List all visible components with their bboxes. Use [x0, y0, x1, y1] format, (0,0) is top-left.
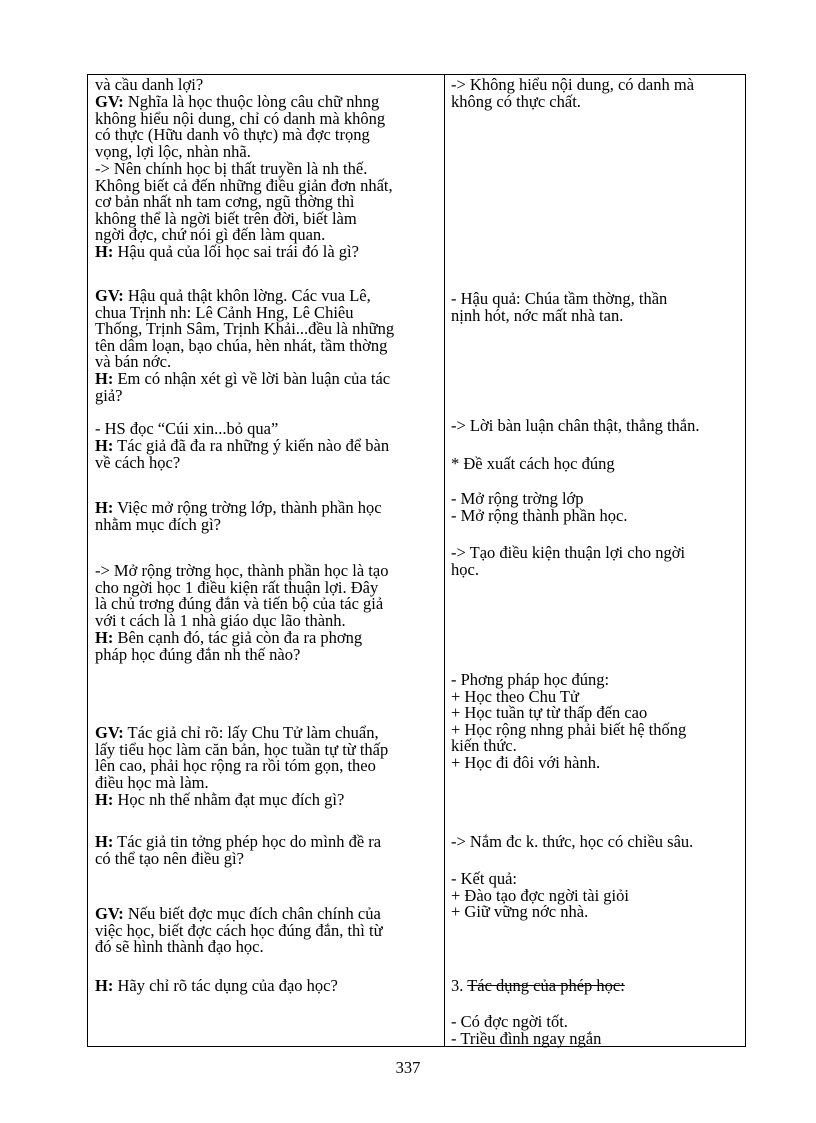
left-block-15 — [95, 906, 437, 956]
text-line: vọng, lợi lộc, nhàn nhã. — [95, 141, 251, 161]
text-line: -> Lời bàn luận chân thật, thẳng thắn. — [451, 416, 700, 435]
text-line: H: Việc mở rộng trờng lớp, thành phần học — [95, 498, 382, 517]
text-line: không có thực chất. — [451, 91, 581, 111]
left-block-6 — [95, 371, 437, 404]
speaker-label: H: — [95, 832, 114, 851]
text-line: ngời đợc, chứ nói gì đến làm quan. — [95, 225, 326, 245]
text-line: + Học rộng nhng phải biết hệ thống — [451, 719, 687, 739]
text-line: + Học theo Chu Tử — [451, 686, 579, 706]
right-block-11 — [451, 1014, 740, 1047]
text-line: chua Trịnh nh: Lê Cảnh Hng, Lê Chiêu — [95, 302, 354, 322]
text-line: H: Bên cạnh đó, tác giả còn đa ra phơng — [95, 628, 363, 647]
text-line: -> Nắm đc k. thức, học có chiều sâu. — [451, 832, 694, 851]
text-line: không hiểu nội dung, chỉ có danh mà không — [95, 108, 386, 128]
text-line: GV: Nếu biết đợc mục đích chân chính của — [95, 904, 381, 923]
text-line: + Học tuần tự từ thấp đến cao — [451, 703, 648, 723]
right-block-1 — [451, 77, 740, 110]
left-block-3 — [95, 161, 437, 244]
text-line: tên dâm loạn, bạo chúa, hèn nhát, tầm thờng — [95, 335, 388, 355]
text-line: có thể tạo nên điều gì? — [95, 848, 244, 868]
text-line: và cầu danh lợi? — [95, 75, 204, 94]
speaker-label: H: — [95, 790, 114, 809]
text-line: H: Học nh thế nhằm đạt mục đích gì? — [95, 790, 345, 809]
text-line: GV: Nghĩa là học thuộc lòng câu chữ nhng — [95, 92, 380, 111]
text-line: cho ngời học 1 điều kiện rất thuận lợi. Đây — [95, 577, 379, 597]
text-line: * Đề xuất cách học đúng — [451, 454, 615, 473]
text-line: là chủ trơng đúng đắn và tiến bộ của tác giả — [95, 594, 384, 614]
text-line: H: Tác giả đã đa ra những ý kiến nào để bàn — [95, 436, 390, 455]
text-line: -> Không hiểu nội dung, có danh mà — [451, 75, 695, 94]
left-block-13 — [95, 792, 437, 809]
speaker-label: H: — [95, 369, 114, 388]
speaker-label: GV: — [95, 723, 124, 742]
right-block-7 — [451, 672, 740, 772]
text-line: GV: Tác giả chỉ rõ: lấy Chu Tử làm chuẩn, — [95, 723, 379, 742]
left-block-12 — [95, 725, 437, 791]
text-line: nhằm mục đích gì? — [95, 514, 222, 534]
text-line: - Hậu quả: Chúa tầm thờng, thần — [451, 289, 668, 308]
left-block-2 — [95, 94, 437, 160]
text-line: có thực (Hữu danh vô thực) mà đợc trọng — [95, 125, 370, 145]
text-line: và bán nớc. — [95, 352, 172, 372]
text-line: Không biết cả đến những điều giản đơn nhất, — [95, 175, 393, 195]
speaker-label: GV: — [95, 286, 124, 305]
text-line: Thống, Trịnh Sâm, Trịnh Khải...đều là những — [95, 319, 395, 339]
text-line: - Triều đình ngay ngắn — [451, 1028, 602, 1048]
right-block-9 — [451, 871, 740, 921]
right-block-10 — [451, 978, 740, 995]
text-line: điều học mà làm. — [95, 772, 209, 792]
text-line: - Phơng pháp học đúng: — [451, 670, 610, 689]
text-line: - HS đọc “Cúi xin...bỏ qua” — [95, 419, 279, 438]
text-line: -> Mở rộng trờng học, thành phần học là tạo — [95, 561, 389, 580]
speaker-label: H: — [95, 436, 114, 455]
text-line: - Mở rộng thành phần học. — [451, 505, 628, 525]
speaker-label: H: — [95, 242, 114, 261]
text-line: không thể là ngời biết trên đời, biết làm — [95, 208, 357, 228]
text-line: về cách học? — [95, 452, 181, 472]
text-line: nịnh hót, nớc mất nhà tan. — [451, 305, 624, 325]
left-block-16 — [95, 978, 437, 995]
text-line: + Đào tạo đợc ngời tài giỏi — [451, 885, 629, 905]
text-line: cơ bản nhất nh tam cơng, ngũ thờng thì — [95, 192, 355, 212]
page-number: 337 — [395, 1058, 421, 1077]
left-block-14 — [95, 834, 437, 867]
column-divider — [444, 75, 445, 1046]
text-line: đó sẽ hình thành đạo học. — [95, 937, 264, 957]
text-line: - Mở rộng trờng lớp — [451, 489, 584, 508]
text-line: lên cao, phải học rộng ra rồi tóm gọn, theo — [95, 756, 376, 776]
speaker-label: H: — [95, 498, 114, 517]
right-block-3 — [451, 418, 740, 435]
right-block-6 — [451, 545, 740, 578]
right-block-8 — [451, 834, 740, 851]
text-line: H: Hậu quả của lối học sai trái đó là gì? — [95, 242, 359, 261]
text-line: lấy tiểu học làm căn bản, học tuần tự từ thấp — [95, 739, 389, 759]
text-line: học. — [451, 559, 479, 579]
text-line: + Giữ vững nớc nhà. — [451, 902, 589, 922]
speaker-label: GV: — [95, 904, 124, 923]
text-line: -> Tạo điều kiện thuận lợi cho ngời — [451, 543, 686, 562]
right-block-4 — [451, 456, 740, 473]
text-line: với t cách là 1 nhà giáo dục lão thành. — [95, 610, 346, 630]
text-line: - Có đợc ngời tốt. — [451, 1012, 568, 1031]
text-line: - Kết quả: — [451, 869, 517, 888]
text-line: việc học, biết đợc cách học đúng đắn, thì từ — [95, 920, 383, 940]
speaker-label: H: — [95, 628, 114, 647]
right-block-2 — [451, 291, 740, 324]
speaker-label: GV: — [95, 92, 124, 111]
left-block-4 — [95, 244, 437, 261]
text-line: GV: Hậu quả thật khôn lờng. Các vua Lê, — [95, 286, 371, 305]
speaker-label: H: — [95, 976, 114, 995]
right-block-5 — [451, 491, 740, 524]
left-block-10 — [95, 563, 437, 629]
left-block-5 — [95, 288, 437, 371]
text-line: pháp học đúng đắn nh thế nào? — [95, 644, 301, 664]
text-line: H: Hãy chỉ rõ tác dụng của đạo học? — [95, 976, 338, 995]
student-content-column — [451, 75, 740, 1046]
section-heading: 3. Tác dụng của phép học: — [451, 976, 625, 995]
text-line: H: Em có nhận xét gì về lời bàn luận của tác — [95, 369, 391, 388]
left-block-9 — [95, 500, 437, 533]
text-line: kiến thức. — [451, 736, 517, 756]
teacher-activity-column — [95, 75, 437, 1046]
left-block-11 — [95, 630, 437, 663]
text-line: giả? — [95, 385, 123, 405]
lesson-table — [87, 74, 746, 1047]
text-line: -> Nên chính học bị thất truyền là nh thế. — [95, 159, 368, 178]
text-line: H: Tác giả tin tởng phép học do mình đề ra — [95, 832, 382, 851]
left-block-8 — [95, 438, 437, 471]
text-line: + Học đi đôi với hành. — [451, 752, 601, 772]
